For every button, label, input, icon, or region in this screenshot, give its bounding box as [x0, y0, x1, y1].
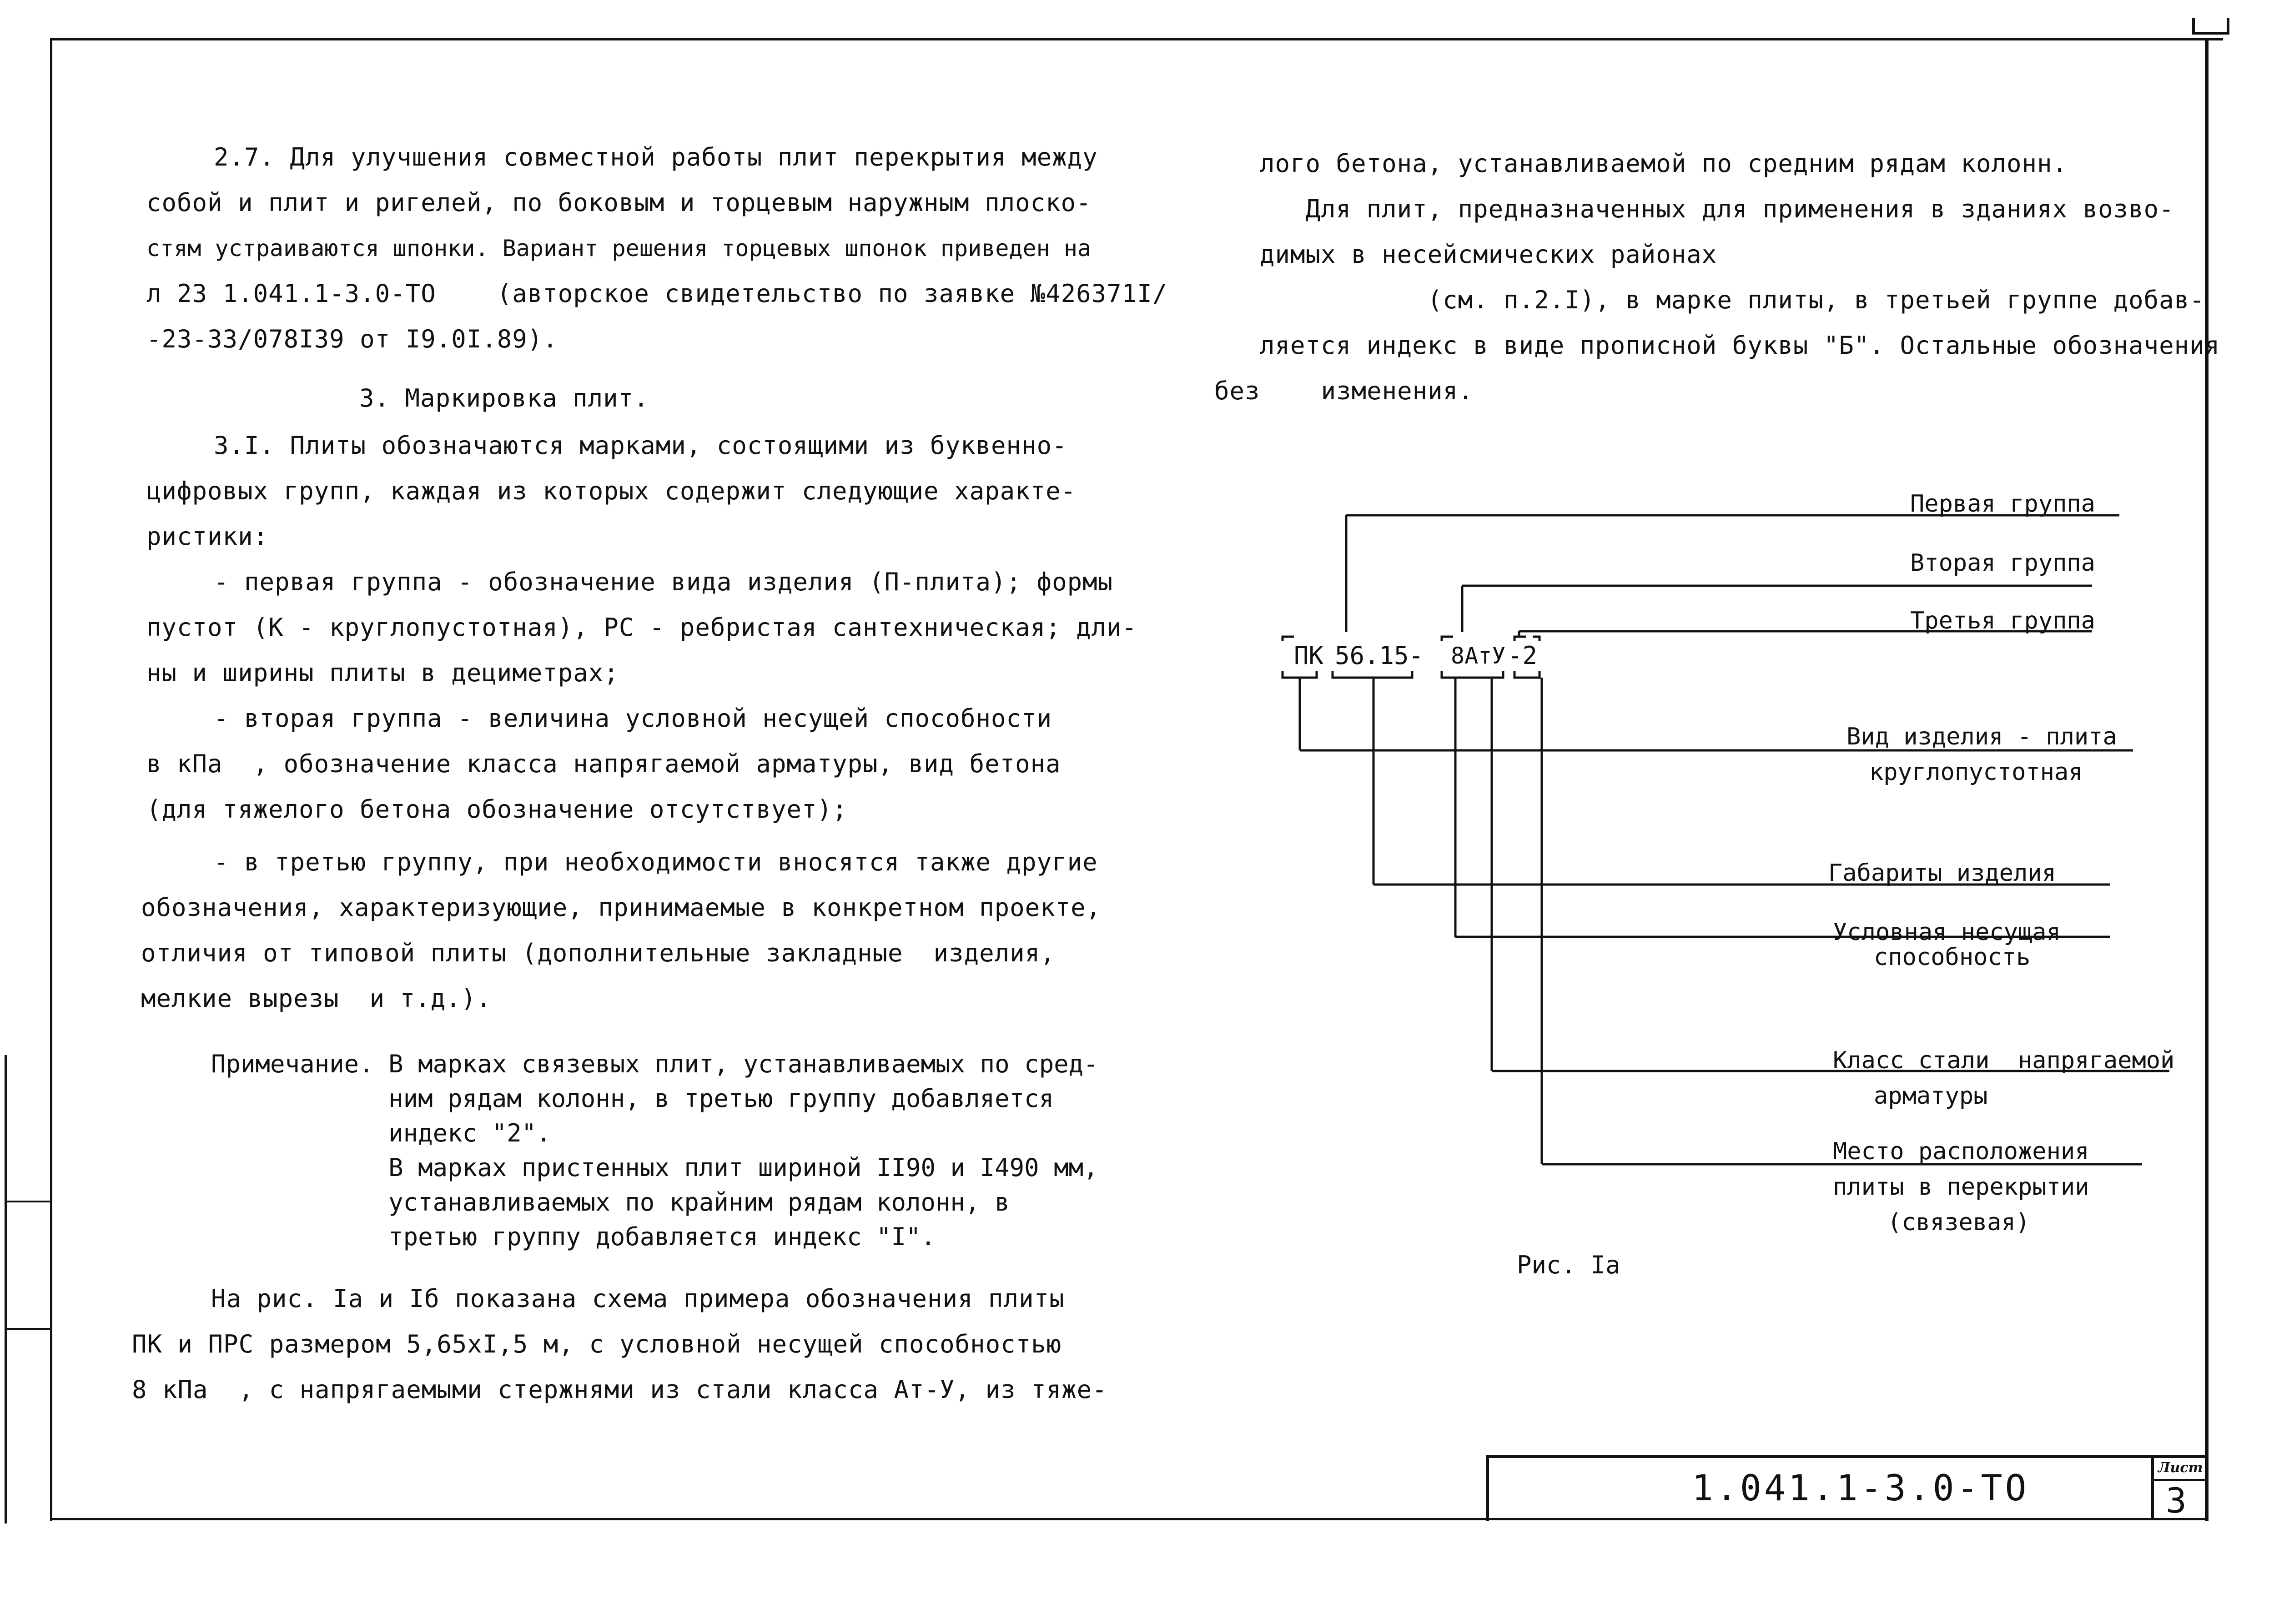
text-line: пустот (К - круглопустотная), РС - ребристая сантехническая; дли-	[146, 613, 1137, 642]
label-product-type-2: круглопустотная	[1869, 759, 2083, 786]
note-line: третью группу добавляется индекс "I".	[211, 1222, 936, 1251]
label-load: Условная несущая	[1833, 919, 2061, 946]
label-steel: Класс стали напрягаемой	[1833, 1047, 2175, 1074]
label-location-3: (связевая)	[1887, 1209, 2030, 1236]
text-line: 3.I. Плиты обозначаются марками, состоящими из буквенно-	[214, 431, 1067, 460]
mark-part-group3: -2	[1508, 641, 1538, 670]
text-line: димых в несейсмических районах	[1260, 240, 1717, 269]
label-product-type: Вид изделия - плита	[1846, 723, 2117, 750]
label-third-group: Третья группа	[1910, 607, 2095, 634]
text-line: обозначения, характеризующие, принимаемые в конкретном проекте,	[141, 893, 1102, 922]
stamp-document-code: 1.041.1-3.0-ТО	[1692, 1468, 2029, 1509]
text-line: 8 кПа , с напрягаемыми стержнями из стали класса Ат-У, из тяже-	[132, 1375, 1107, 1404]
label-load-2: способность	[1874, 944, 2031, 971]
mark-part-load: 8АтУ	[1451, 643, 1506, 669]
text-line: л 23 1.041.1-3.0-ТО (авторское свидетельство по заявке №426371I/	[146, 279, 1168, 308]
section-title: 3. Маркировка плит.	[359, 384, 649, 412]
text-line: ристики:	[146, 522, 269, 551]
text-line: 2.7. Для улучшения совместной работы плит перекрытия между	[214, 143, 1098, 171]
text-line: (см. п.2.I), в марке плиты, в третьей группе добав-	[1260, 286, 2205, 314]
text-line: цифровых групп, каждая из которых содержит следующие характе-	[146, 477, 1077, 505]
text-line: -23-33/078I39 от I9.0I.89).	[146, 325, 558, 353]
note-line: ним рядам колонн, в третью группу добавляется	[211, 1084, 1054, 1113]
label-first-group: Первая группа	[1910, 490, 2095, 518]
text-line: лого бетона, устанавливаемой по средним рядам колонн.	[1260, 149, 2068, 178]
text-line: ляется индекс в виде прописной буквы "Б". Остальные обозначения	[1260, 331, 2220, 360]
label-dimensions: Габариты изделия	[1828, 860, 2056, 887]
text-line: без изменения.	[1214, 377, 1474, 405]
note-line: В марках пристенных плит шириной II90 и I490 мм,	[211, 1153, 1098, 1182]
stamp-sheet-label: Лист	[2158, 1460, 2203, 1476]
text-line: стям устраиваются шпонки. Вариант решения торцевых шпонок приведен на	[146, 235, 1092, 261]
text-line: мелкие вырезы и т.д.).	[141, 984, 492, 1013]
text-line: собой и плит и ригелей, по боковым и торцевым наружным плоско-	[146, 188, 1092, 217]
label-second-group: Вторая группа	[1910, 549, 2095, 577]
label-steel-2: арматуры	[1874, 1082, 1988, 1110]
text-line: ны и ширины плиты в дециметрах;	[146, 659, 619, 687]
text-line: (для тяжелого бетона обозначение отсутствует);	[146, 795, 848, 824]
text-line: - первая группа - обозначение вида изделия (П-плита); формы	[214, 568, 1113, 596]
text-line: Для плит, предназначенных для применения в зданиях возво-	[1260, 195, 2174, 223]
text-line: На рис. Iа и Iб показана схема примера обозначения плиты	[211, 1284, 1065, 1313]
mark-part-dimensions: 56.15-	[1335, 641, 1424, 670]
note-line: устанавливаемых по крайним рядам колонн, в	[211, 1188, 1010, 1217]
text-line: ПК и ПРС размером 5,65хI,5 м, с условной несущей способностью	[132, 1330, 1062, 1358]
text-line: - в третью группу, при необходимости вносятся также другие	[214, 848, 1098, 876]
label-location: Место расположения	[1833, 1138, 2089, 1165]
text-line: - вторая группа - величина условной несущей способности	[214, 704, 1052, 733]
stamp-sheet-number: 3	[2166, 1480, 2187, 1521]
note-line: Примечание. В марках связевых плит, устанавливаемых по сред-	[211, 1050, 1098, 1078]
mark-part-pk: ПК	[1294, 641, 1324, 670]
figure-caption: Рис. Iа	[1517, 1251, 1620, 1279]
label-location-2: плиты в перекрытии	[1833, 1173, 2089, 1201]
note-line: индекс "2".	[211, 1119, 551, 1147]
text-line: отличия от типовой плиты (дополнительные закладные изделия,	[141, 939, 1056, 967]
text-line: в кПа , обозначение класса напрягаемой арматуры, вид бетона	[146, 749, 1061, 778]
